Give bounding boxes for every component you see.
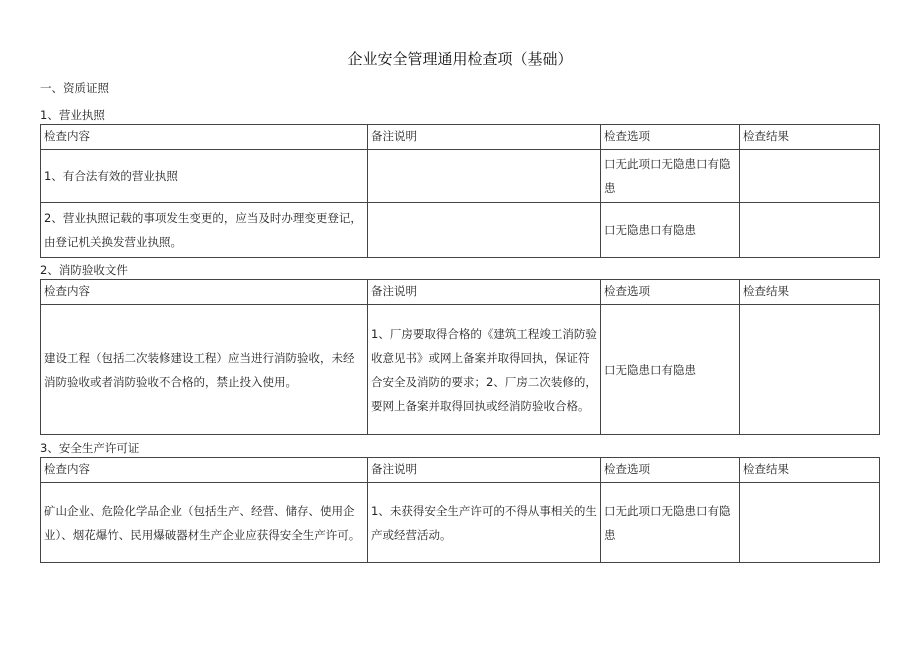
row-content: 建设工程（包括二次装修建设工程）应当进行消防验收，未经消防验收或者消防验收不合格的，禁止投入使用。 [41,305,368,435]
table-header-row [41,280,880,305]
header-content: 检查内容 [41,280,368,305]
header-content: 检查内容 [41,458,368,483]
row-result[interactable] [740,305,880,435]
table-header-row [41,458,880,483]
group-heading-business-license: 1、营业执照 [40,108,105,122]
row-option[interactable]: 口无此项口无隐患口有隐患 [601,150,740,203]
header-result: 检查结果 [740,458,880,483]
header-option: 检查选项 [601,280,740,305]
header-option: 检查选项 [601,125,740,150]
section-heading: 一、资质证照 [40,81,109,95]
header-result: 检查结果 [740,280,880,305]
row-option[interactable]: 口无此项口无隐患口有隐患 [601,483,740,563]
row-option[interactable]: 口无隐患口有隐患 [601,203,740,258]
header-result: 检查结果 [740,125,880,150]
row-remark: 1、未获得安全生产许可的不得从事相关的生产或经营活动。 [368,483,601,563]
row-content: 2、营业执照记载的事项发生变更的，应当及时办理变更登记，由登记机关换发营业执照。 [41,203,368,258]
table-row [41,305,880,435]
safety-permit-table [40,457,880,563]
header-content: 检查内容 [41,125,368,150]
group-heading-fire-acceptance: 2、消防验收文件 [40,263,128,277]
table-row [41,483,880,563]
row-result[interactable] [740,483,880,563]
header-remark: 备注说明 [368,280,601,305]
row-content: 1、有合法有效的营业执照 [41,150,368,203]
table-row [41,150,880,203]
table-row [41,203,880,258]
row-remark [368,203,601,258]
row-option[interactable]: 口无隐患口有隐患 [601,305,740,435]
group-heading-safety-permit: 3、安全生产许可证 [40,441,140,455]
header-remark: 备注说明 [368,125,601,150]
header-option: 检查选项 [601,458,740,483]
page-title: 企业安全管理通用检查项（基础） [347,50,573,68]
header-remark: 备注说明 [368,458,601,483]
row-remark [368,150,601,203]
row-result[interactable] [740,203,880,258]
business-license-table [40,124,880,258]
table-header-row [41,125,880,150]
row-result[interactable] [740,150,880,203]
fire-acceptance-table [40,279,880,435]
row-content: 矿山企业、危险化学品企业（包括生产、经营、储存、使用企业）、烟花爆竹、民用爆破器材生产企业应获得安全生产许可。 [41,483,368,563]
row-remark: 1、厂房要取得合格的《建筑工程竣工消防验收意见书》或网上备案并取得回执，保证符合安全及消防的要求；2、厂房二次装修的，要网上备案并取得回执或经消防验收合格。 [368,305,601,435]
